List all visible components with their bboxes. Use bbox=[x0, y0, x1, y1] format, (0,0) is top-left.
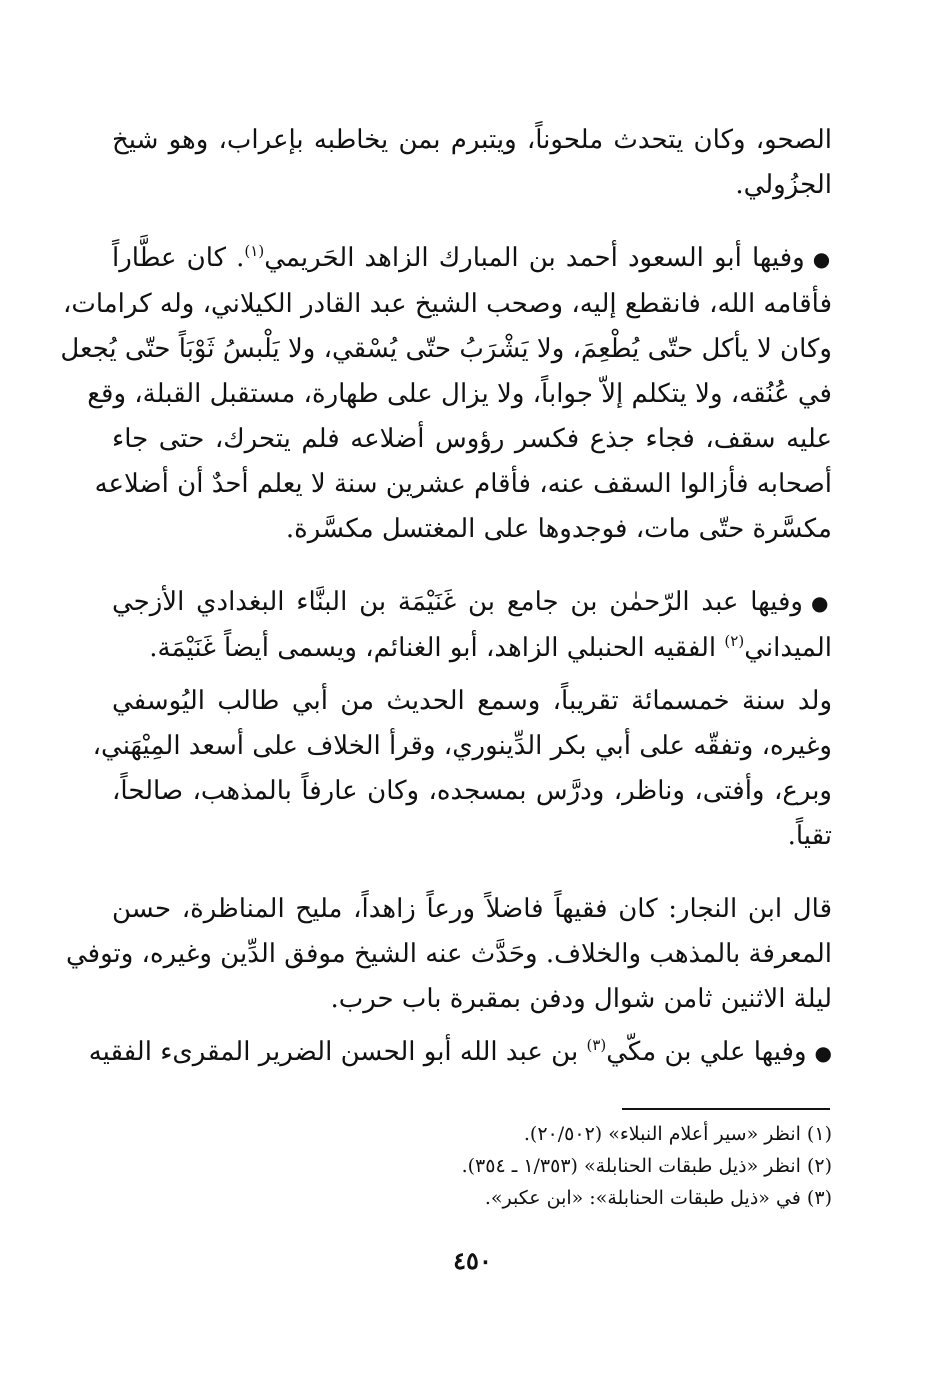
text-span: وفيها عبد الرّحمٰن بن جامع بن غَنَيْمَة بن البنَّاء البغدادي الأزجي bbox=[112, 587, 803, 617]
text-line: ليلة الاثنين ثامن شوال ودفن بمقبرة باب حرب. bbox=[330, 984, 832, 1014]
text-line: ولد سنة خمسمائة تقريباً، وسمع الحديث من أبي طالب اليُوسفي bbox=[112, 686, 832, 716]
footnote-ref: (١) bbox=[244, 242, 265, 260]
text-line: تقياً. bbox=[787, 821, 832, 851]
page-body bbox=[60, 118, 832, 1076]
text-line bbox=[112, 580, 832, 626]
footnote-3: (٣) في «ذيل طبقات الحنابلة»: «ابن عكبر». bbox=[484, 1187, 832, 1209]
text-line: مكسَّرة حتّى مات، فوجدوها على المغتسل مكسَّرة. bbox=[285, 514, 832, 544]
text-span: وفيها علي بن مكّي bbox=[606, 1037, 807, 1067]
text-span: بن عبد الله أبو الحسن الضرير المقرىء الفقيه bbox=[88, 1037, 579, 1067]
text-span: الفقيه الحنبلي الزاهد، أبو الغنائم، ويسمى أيضاً غَنَيْمَة. bbox=[149, 633, 717, 663]
text-line: المعرفة بالمذهب والخلاف. وحَدَّث عنه الشيخ موفق الدِّين وغيره، وتوفي bbox=[65, 939, 832, 969]
footnote-2: (٢) انظر «ذيل طبقات الحنابلة» (١/٣٥٣ ـ ٣٥٤). bbox=[461, 1155, 832, 1177]
text-line bbox=[112, 236, 832, 282]
paragraph-4 bbox=[92, 679, 832, 859]
text-line: وغيره، وتفقّه على أبي بكر الدِّينوري، وقرأ الخلاف على أسعد المِيْهَني، bbox=[92, 731, 832, 761]
text-line: وكان لا يأكل حتّى يُطْعِمَ، ولا يَشْرَبُ حتّى يُسْقي، ولا يَلْبسُ ثَوْبَاً حتّى يُجعل bbox=[60, 334, 832, 364]
paragraph-1 bbox=[112, 118, 832, 208]
text-span: الميداني bbox=[744, 633, 832, 663]
text-line: في عُنُقه، ولا يتكلم إلاّ جواباً، ولا يزال على طهارة، مستقبل القبلة، وقع bbox=[87, 379, 832, 409]
paragraph-3 bbox=[112, 580, 832, 671]
text-line: الصحو، وكان يتحدث ملحوناً، ويتبرم بمن يخاطبه بإعراب، وهو شيخ bbox=[112, 125, 832, 155]
text-line: أصحابه فأزالوا السقف عنه، فأقام عشرين سنة لا يعلم أحدٌ أن أضلاعه bbox=[94, 469, 832, 499]
bullet-icon: ● bbox=[814, 1041, 832, 1065]
footnote-ref: (٢) bbox=[724, 632, 745, 650]
bullet-icon: ● bbox=[811, 591, 832, 615]
paragraph-6 bbox=[88, 1030, 832, 1076]
text-line: عليه سقف، فجاء جذع فكسر رؤوس أضلاعه فلم يتحرك، حتى جاء bbox=[112, 424, 832, 454]
text-line: وبرع، وأفتى، وناظر، ودرَّس بمسجده، وكان عارفاً بالمذهب، صالحاً، bbox=[112, 776, 832, 806]
footnote-ref: (٣) bbox=[586, 1036, 607, 1054]
text-line: الجزُولي. bbox=[735, 170, 832, 200]
text-line bbox=[112, 626, 832, 671]
bullet-icon: ● bbox=[812, 247, 832, 271]
text-line: فأقامه الله، فانقطع إليه، وصحب الشيخ عبد القادر الكيلاني، وله كرامات، bbox=[62, 289, 832, 319]
text-line bbox=[88, 1030, 832, 1076]
footnote-1: (١) انظر «سير أعلام النبلاء» (٢٠/٥٠٢). bbox=[523, 1123, 832, 1145]
footnotes bbox=[112, 1118, 832, 1214]
paragraph-5 bbox=[65, 887, 832, 1022]
page-number: ٤٥٠ bbox=[453, 1246, 492, 1275]
text-span: وفيها أبو السعود أحمد بن المبارك الزاهد الحَريمي bbox=[264, 243, 805, 273]
text-span: . كان عطَّاراً bbox=[112, 243, 245, 273]
text-line: قال ابن النجار: كان فقيهاً فاضلاً ورعاً زاهداً، مليح المناظرة، حسن bbox=[112, 894, 832, 924]
paragraph-2 bbox=[60, 236, 832, 552]
footnote-divider bbox=[622, 1108, 830, 1110]
